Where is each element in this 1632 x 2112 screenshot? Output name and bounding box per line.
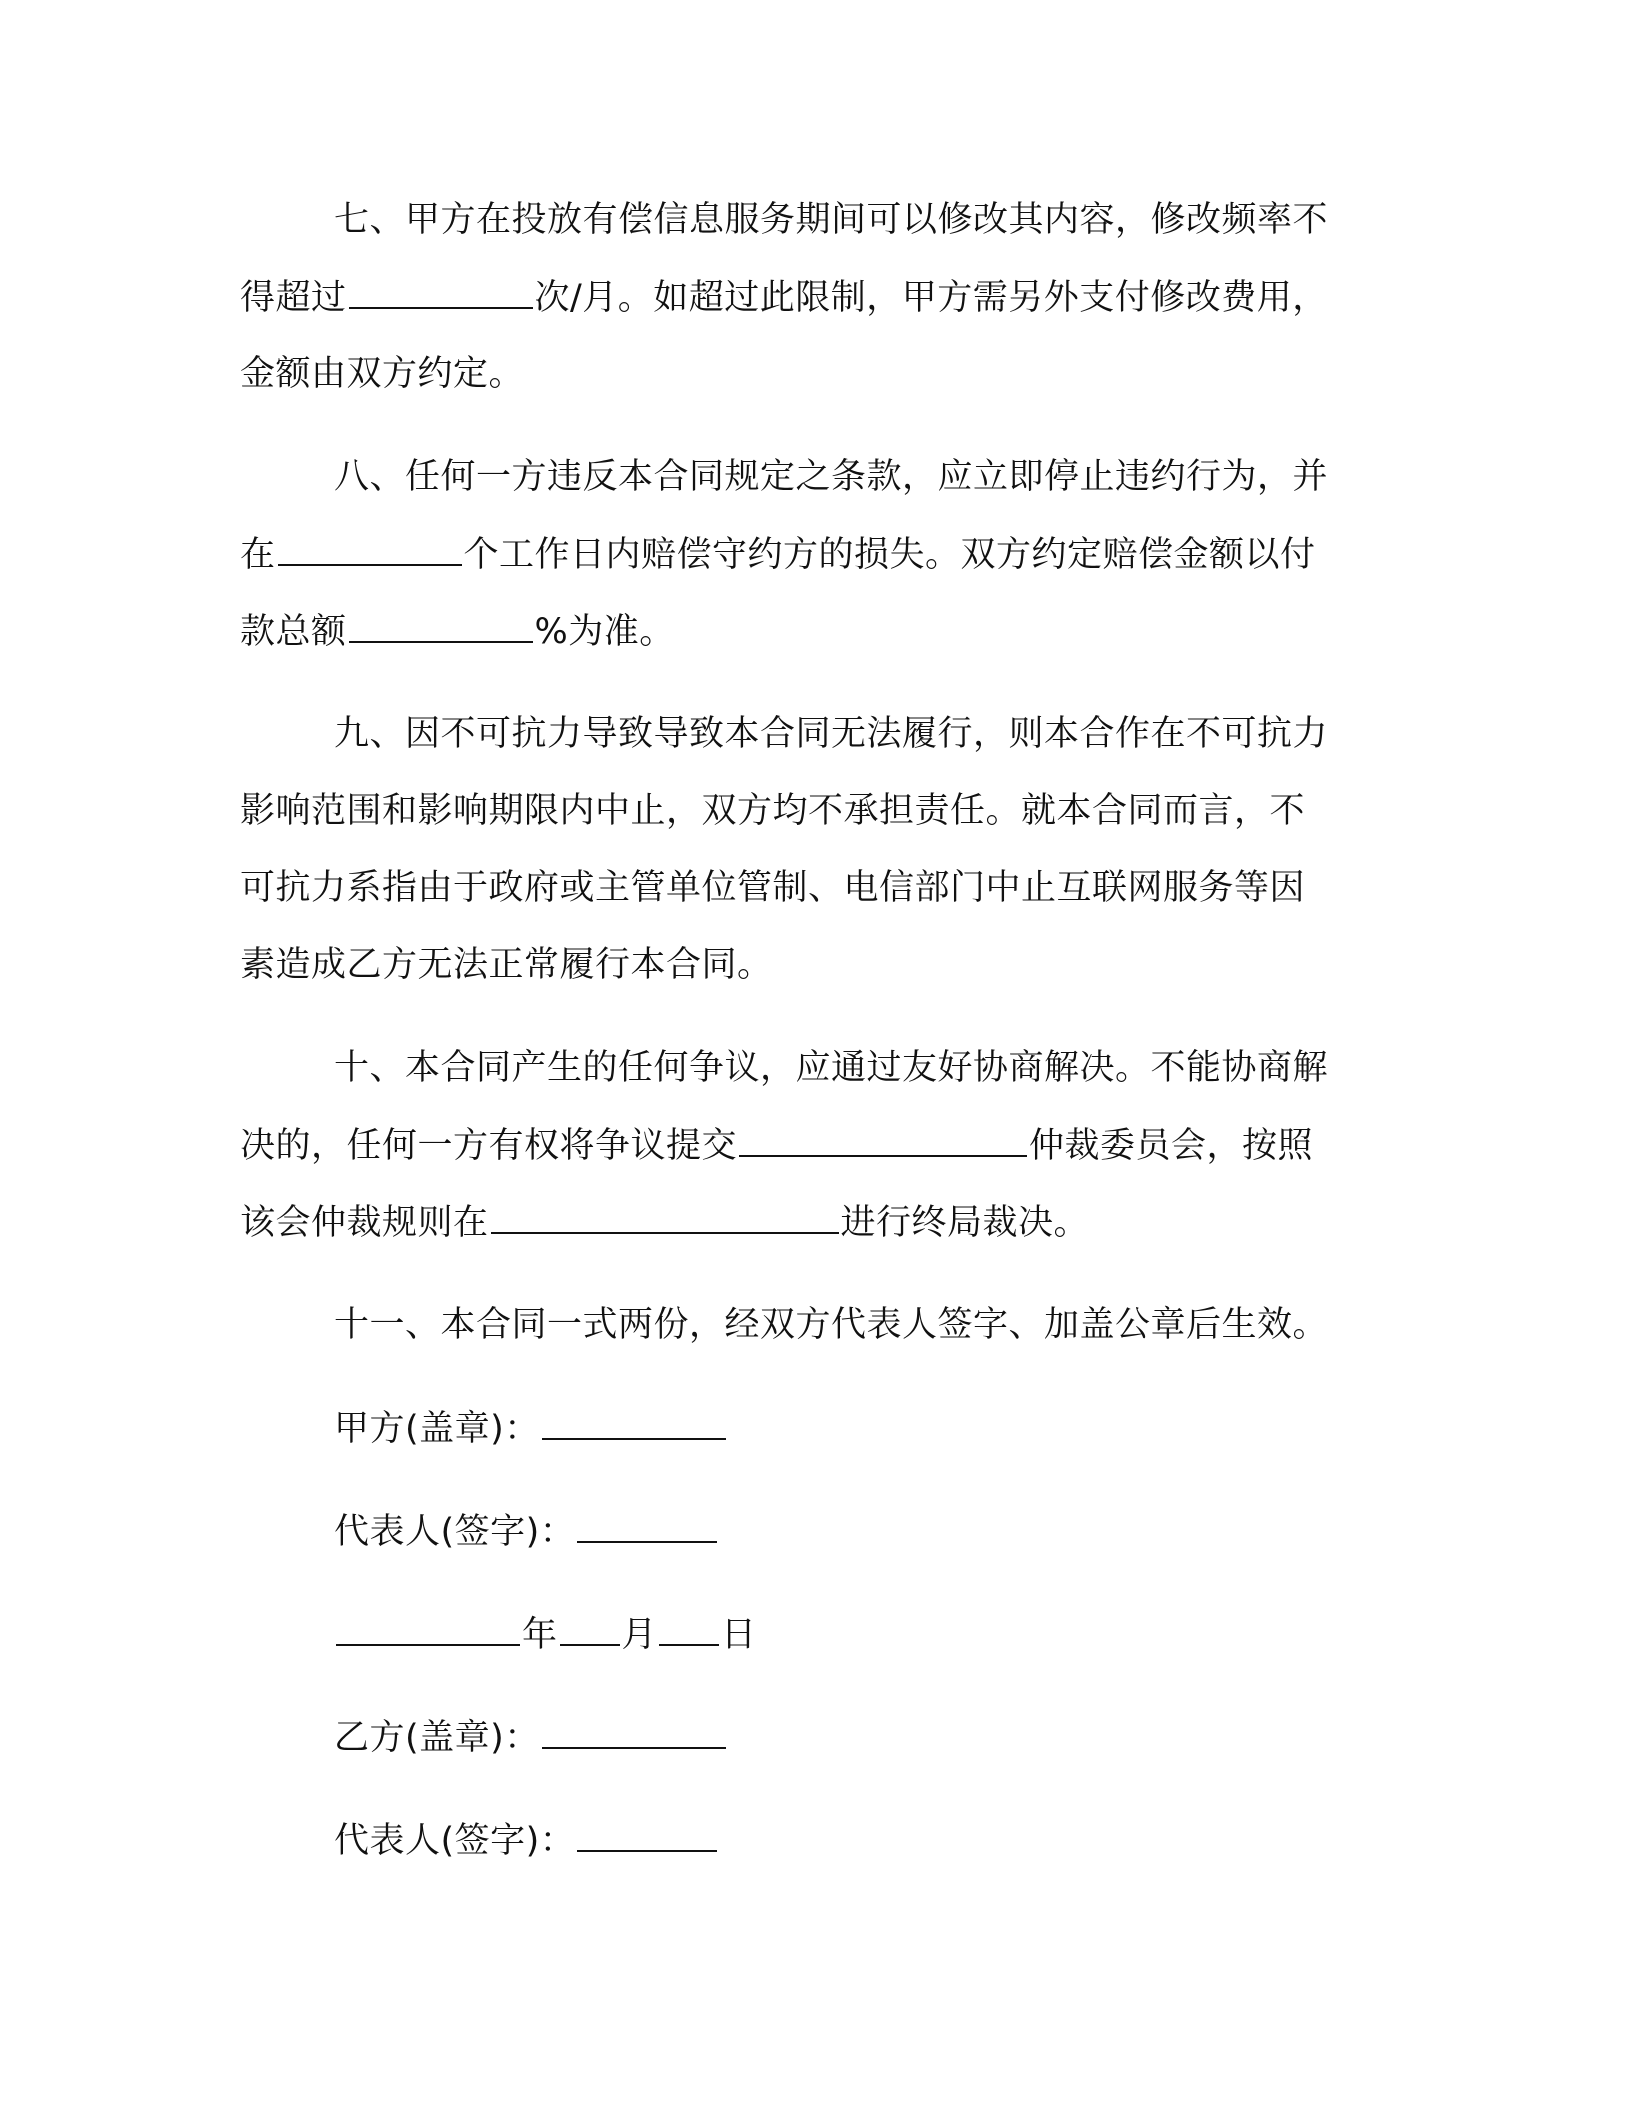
clause-10-line-3: [240, 1198, 1089, 1247]
clause-7-line-1: 七、甲方在投放有偿信息服务期间可以修改其内容，修改频率不: [334, 200, 1329, 240]
clause-9-line-4: 素造成乙方无法正常履行本合同。: [240, 945, 773, 985]
date-day-blank[interactable]: [659, 1610, 719, 1646]
clause-8-text-d: %为准。: [534, 612, 675, 652]
clause-8-line-2: [240, 530, 1316, 579]
clause-9-line-1: 九、因不可抗力导致导致本合同无法履行，则本合作在不可抗力: [334, 714, 1329, 754]
clause-9-line-2: 影响范围和影响期限内中止，双方均不承担责任。就本合同而言，不: [240, 791, 1306, 831]
clause-10-line-1: 十、本合同产生的任何争议，应通过友好协商解决。不能协商解: [334, 1048, 1329, 1088]
compensation-days-blank[interactable]: [278, 530, 462, 566]
date-year-blank[interactable]: [336, 1610, 520, 1646]
arbitration-commission-blank[interactable]: [739, 1121, 1027, 1157]
party-b-seal-blank[interactable]: [542, 1713, 726, 1749]
party-a-seal-line: [334, 1404, 728, 1453]
clause-7-text-a: 得超过: [240, 278, 347, 318]
clause-10-line-2: [240, 1121, 1313, 1170]
clause-11-line-1: 十一、本合同一式两份，经双方代表人签字、加盖公章后生效。: [334, 1305, 1329, 1345]
compensation-percent-blank[interactable]: [349, 607, 533, 643]
clause-10-text-b: 仲裁委员会，按照: [1029, 1126, 1314, 1166]
clause-7-line-3: 金额由双方约定。: [240, 354, 525, 394]
clause-7-text-b: 次/月。如超过此限制，甲方需另外支付修改费用，: [534, 278, 1328, 318]
modification-limit-blank[interactable]: [349, 273, 533, 309]
clause-9-line-3: 可抗力系指由于政府或主管单位管制、电信部门中止互联网服务等因: [240, 868, 1306, 908]
party-b-seal-label: 乙方(盖章)：: [334, 1718, 540, 1758]
party-b-seal-line: [334, 1713, 728, 1762]
party-a-seal-label: 甲方(盖章)：: [334, 1409, 540, 1449]
party-a-rep-label: 代表人(签字)：: [334, 1512, 576, 1552]
clause-10-text-c: 该会仲裁规则在: [240, 1203, 489, 1243]
date-line: [334, 1610, 757, 1659]
date-month-blank[interactable]: [560, 1610, 620, 1646]
date-day-label: 日: [721, 1615, 757, 1655]
date-year-label: 年: [522, 1615, 558, 1655]
clause-10-text-d: 进行终局裁决。: [840, 1203, 1090, 1243]
clause-8-line-1: 八、任何一方违反本合同规定之条款，应立即停止违约行为，并: [334, 457, 1329, 497]
clause-10-text-a: 决的，任何一方有权将争议提交: [240, 1126, 738, 1166]
clause-8-text-b: 个工作日内赔偿守约方的损失。双方约定赔偿金额以付: [463, 535, 1316, 575]
clause-8-line-3: [240, 607, 675, 656]
party-b-rep-label: 代表人(签字)：: [334, 1821, 576, 1861]
arbitration-place-blank[interactable]: [491, 1198, 839, 1234]
clause-8-text-c: 款总额: [240, 612, 347, 652]
party-a-rep-line: [334, 1507, 719, 1556]
party-b-signature-blank[interactable]: [577, 1816, 717, 1852]
clause-7-line-2: [240, 273, 1328, 322]
party-a-signature-blank[interactable]: [577, 1507, 717, 1543]
party-a-seal-blank[interactable]: [542, 1404, 726, 1440]
clause-8-text-a: 在: [240, 535, 276, 575]
party-b-rep-line: [334, 1816, 719, 1865]
date-month-label: 月: [621, 1615, 658, 1655]
